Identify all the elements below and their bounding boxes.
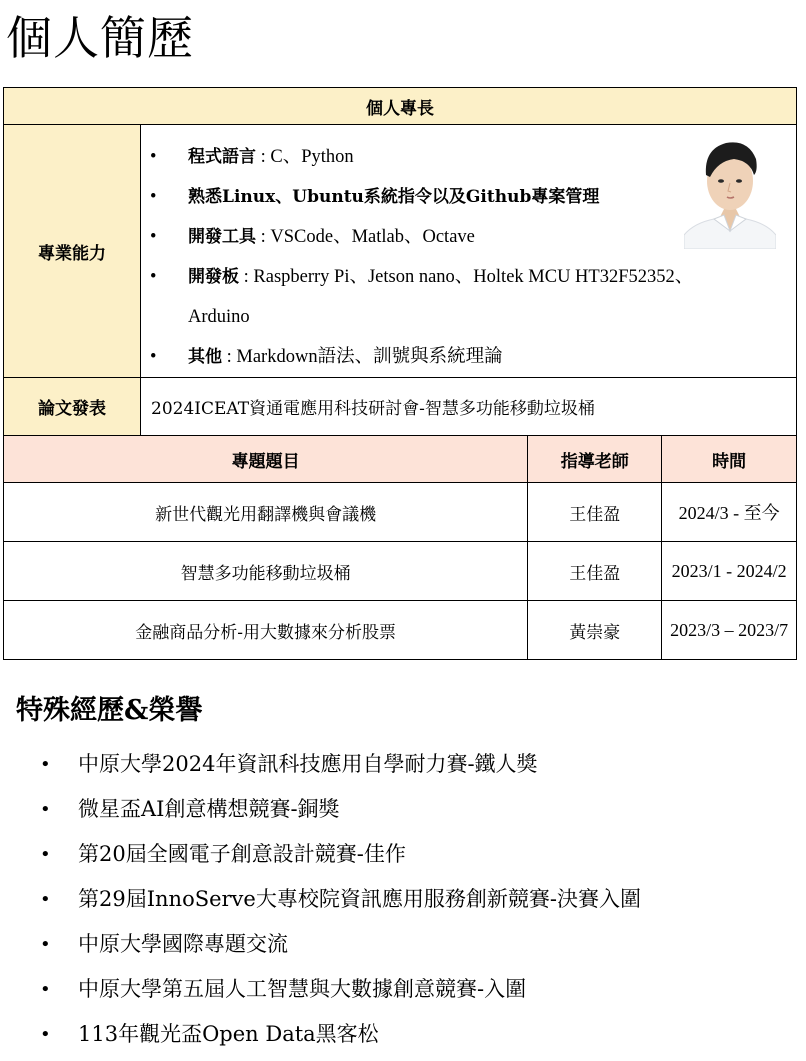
skill-value: Linux、Ubuntu系統指令以及Github專案管理 (222, 187, 600, 207)
skills-label: 專業能力 (4, 125, 141, 378)
section-header: 個人專長 (4, 88, 797, 125)
bullet: • (150, 227, 157, 247)
table-row (4, 601, 797, 660)
projects-header-row (4, 436, 797, 483)
honor-text: 中原大學國際專題交流 (78, 932, 288, 956)
skill-key: 其他 (188, 347, 222, 367)
project-advisor-header: 指導老師 (528, 436, 662, 483)
bullet: • (150, 267, 157, 287)
table-row (4, 483, 797, 542)
project-title-header: 專題題目 (4, 436, 528, 483)
bullet: • (150, 147, 157, 167)
project-advisor: 黃崇豪 (528, 601, 662, 660)
skills-cell (141, 125, 797, 378)
bullet: • (40, 979, 51, 1000)
bullet: • (40, 889, 51, 910)
list-item (0, 742, 641, 787)
skill-key: 開發板 (188, 267, 239, 287)
bullet: • (150, 347, 157, 367)
skill-value-continued: Arduino (188, 307, 250, 327)
skill-key: 程式語言 (188, 147, 256, 167)
project-title: 智慧多功能移動垃圾桶 (4, 542, 528, 601)
resume-table (3, 87, 797, 660)
bullet: • (150, 187, 157, 207)
project-date: 2023/1 - 2024/2 (662, 542, 797, 601)
project-date-header: 時間 (662, 436, 797, 483)
list-item (0, 787, 641, 832)
honors-title: 特殊經歷&榮譽 (16, 695, 203, 726)
paper-label: 論文發表 (4, 378, 141, 436)
list-item (0, 922, 641, 967)
list-item (0, 1012, 641, 1057)
skill-value: : VSCode、Matlab、Octave (256, 227, 475, 247)
project-date: 2024/3 - 至今 (662, 483, 797, 542)
skill-value: : C、Python (256, 147, 354, 167)
honor-text: 113年觀光盃Open Data黑客松 (78, 1022, 379, 1046)
skill-item (141, 257, 796, 337)
honor-text: 第29屆InnoServe大專校院資訊應用服務創新競賽-決賽入圍 (78, 887, 641, 911)
profile-photo (684, 131, 776, 249)
project-advisor: 王佳盈 (528, 542, 662, 601)
list-item (0, 832, 641, 877)
skill-key: 熟悉 (188, 187, 222, 207)
project-title: 新世代觀光用翻譯機與會議機 (4, 483, 528, 542)
table-row (4, 542, 797, 601)
list-item (0, 877, 641, 922)
honor-text: 中原大學2024年資訊科技應用自學耐力賽-鐵人獎 (78, 752, 538, 776)
honor-text: 中原大學第五屆人工智慧與大數據創意競賽-入圍 (78, 977, 527, 1001)
honor-text: 第20屆全國電子創意設計競賽-佳作 (78, 842, 406, 866)
skill-value: : Raspberry Pi、Jetson nano、Holtek MCU HT32F52352、 (239, 267, 694, 287)
skill-item (141, 337, 796, 377)
project-title: 金融商品分析-用大數據來分析股票 (4, 601, 528, 660)
project-advisor: 王佳盈 (528, 483, 662, 542)
bullet: • (40, 754, 51, 775)
paper-value: 2024ICEAT資通電應用科技研討會-智慧多功能移動垃圾桶 (141, 378, 797, 436)
bullet: • (40, 934, 51, 955)
list-item (0, 967, 641, 1012)
honors-list (0, 742, 641, 1057)
bullet: • (40, 799, 51, 820)
skill-value: : Markdown語法、訓號與系統理論 (222, 347, 503, 367)
bullet: • (40, 844, 51, 865)
portrait-illustration (684, 131, 776, 249)
honor-text: 微星盃AI創意構想競賽-銅獎 (78, 797, 340, 821)
bullet: • (40, 1024, 51, 1045)
page-title: 個人簡歷 (6, 11, 194, 65)
project-date: 2023/3 – 2023/7 (662, 601, 797, 660)
skill-key: 開發工具 (188, 227, 256, 247)
